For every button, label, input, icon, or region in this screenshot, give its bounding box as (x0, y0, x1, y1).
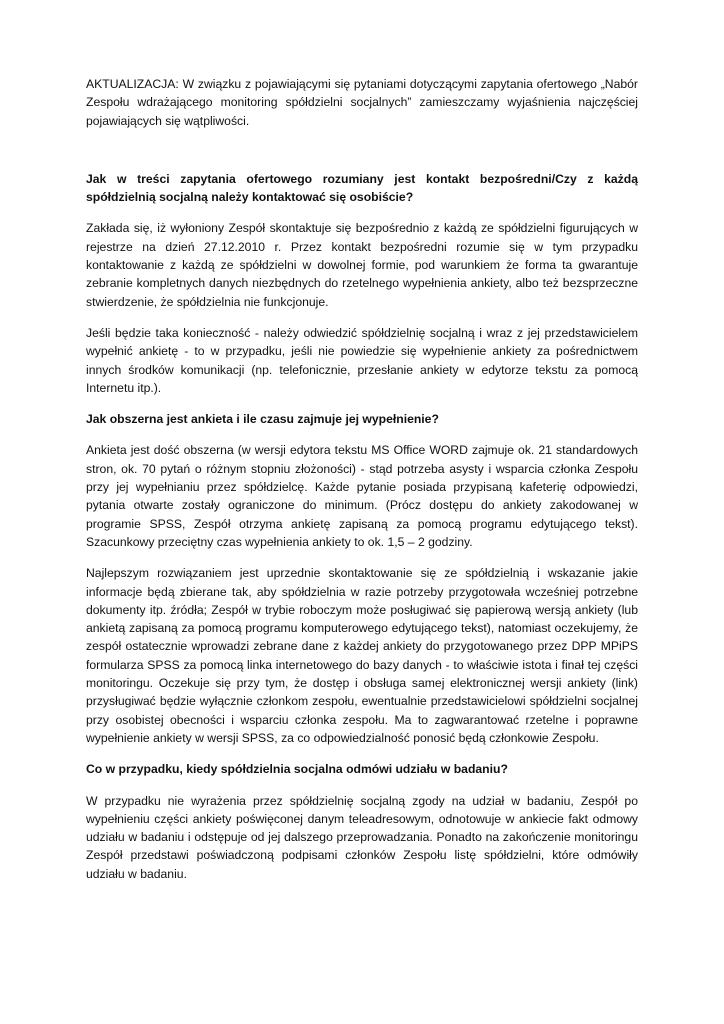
question-refusal: Co w przypadku, kiedy spółdzielnia socjalna odmówi udziału w badaniu? (86, 762, 508, 777)
answer-survey-length-1: Ankieta jest dość obszerna (w wersji edytora tekstu MS Office WORD zajmuje ok. 21 standardowych stron, ok. 70 pytań o różnym stopniu złożoności) - stąd potrzeba asysty i wsparcia członka Zespołu przy jej wypełnianiu przez spółdzielcę. Każde pytanie posiada przypisaną kafeterię odpowiedzi, pytania otwarte zostały ograniczone do minimum. (Prócz dostępu do ankiety zakodowanej w programie SPSS, Zespół otrzyma ankietę zapisaną za pomocą programu edytującego tekst). Szacunkowy przeciętny czas wypełnienia ankiety to ok. 1,5 – 2 godziny. (86, 443, 638, 549)
answer-refusal-1: W przypadku nie wyrażenia przez spółdzielnię socjalną zgody na udział w badaniu, Zespół po wypełnieniu części ankiety poświęconej danym teleadresowym, odnotowuje w ankiecie fakt odmowy udziału w badaniu i odstępuje od jej dalszego przeprowadzania. Ponadto na zakończenie monitoringu Zespół przedstawi poświadczoną podpisami członków Zespołu listę spółdzielni, które odmówiły udziału w badaniu. (86, 793, 638, 881)
question-survey-length: Jak obszerna jest ankieta i ile czasu zajmuje jej wypełnienie? (86, 412, 439, 427)
question-direct-contact: Jak w treści zapytania ofertowego rozumiany jest kontakt bezpośredni/Czy z każdą spółdzielnią socjalną należy kontaktować się osobiście? (86, 171, 638, 205)
document-body (86, 75, 638, 896)
update-intro-paragraph: AKTUALIZACJA: W związku z pojawiającymi się pytaniami dotyczącymi zapytania ofertowego „Nabór Zespołu wdrażającego monitoring spółdzielni socjalnych” zamieszczamy wyjaśnienia najczęściej pojawiających się wątpliwości. (86, 77, 638, 128)
answer-survey-length-2: Najlepszym rozwiązaniem jest uprzednie skontaktowanie się ze spółdzielnią i wskazanie jakie informacje będą zbierane tak, aby spółdzielnia w razie potrzeby przygotowała wcześniej potrzebne dokumenty itp. źródła; Zespół w trybie roboczym może posługiwać się papierową wersją ankiety (lub ankietą zapisaną za pomocą programu komputerowego edytującego tekst), natomiast oczekujemy, że zespół ostatecznie wprowadzi zebrane dane z każdej ankiety do przygotowanego przez DPP MPiPS formularza SPSS za pomocą linka internetowego do bazy danych - to właściwie istota i finał tej części monitoringu. Oczekuje się przy tym, że dostęp i obsługa samej elektronicznej wersji ankiety (link) przysługiwać będzie wyłącznie członkom zespołu, ewentualnie przedstawicielowi spółdzielni socjalnej przy osobistej obecności i wsparciu członka zespołu. Ma to zagwarantować rzetelne i poprawne wypełnienie ankiety w wersji SPSS, za co odpowiedzialność ponosić będą członkowie Zespołu. (86, 566, 638, 745)
answer-direct-contact-1: Zakłada się, iż wyłoniony Zespół skontaktuje się bezpośrednio z każdą ze spółdzielni figurujących w rejestrze na dzień 27.12.2010 r. Przez kontakt bezpośredni rozumie się w tym przypadku kontaktowanie z każdą ze spółdzielni w dowolnej formie, pod warunkiem że forma ta gwarantuje zebranie kompletnych danych niezbędnych do rzetelnego wypełnienia ankiety, albo też bezsprzeczne stwierdzenie, że spółdzielnia nie funkcjonuje. (86, 221, 638, 309)
answer-direct-contact-2: Jeśli będzie taka konieczność - należy odwiedzić spółdzielnię socjalną i wraz z jej przedstawicielem wypełnić ankietę - to w przypadku, jeśli nie powiedzie się wypełnienie ankiety za pośrednictwem innych środków komunikacji (np. telefonicznie, przesłanie ankiety w edytorze tekstu za pomocą Internetu itp.). (86, 325, 638, 395)
